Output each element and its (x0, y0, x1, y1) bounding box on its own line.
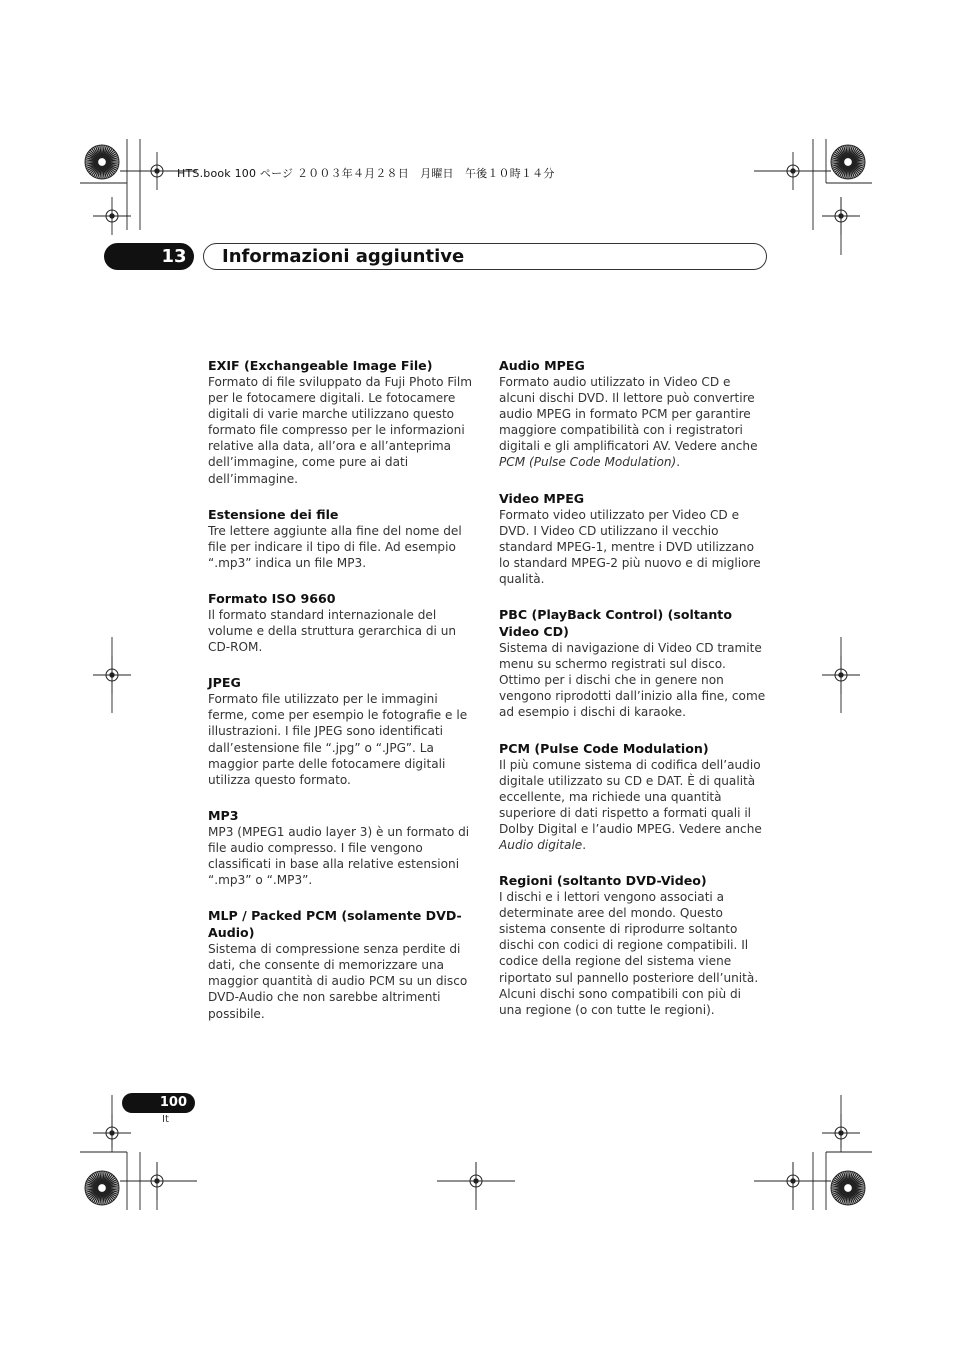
glossary-entry (208, 506, 476, 571)
registration-circle (106, 210, 118, 222)
star-target-ray (95, 162, 102, 178)
star-target-center (98, 158, 107, 167)
star-target-ray (836, 150, 848, 162)
star-target-ray (848, 146, 855, 162)
star-target-ray (98, 162, 102, 178)
star-target-ray (102, 1186, 119, 1188)
page-number: 100 (159, 1095, 187, 1110)
star-target-ray (848, 150, 860, 162)
registration-dot (838, 213, 843, 218)
glossary-term: EXIF (Exchangeable Image File) (208, 358, 433, 373)
star-target-ray (832, 162, 848, 166)
registration-circle (787, 1175, 799, 1187)
star-target-ray (98, 1172, 102, 1188)
star-target-ray (848, 147, 857, 162)
star-target-ray (100, 162, 102, 179)
star-target-ray (102, 1188, 109, 1204)
definition-tail: . (582, 837, 587, 852)
star-target-ray (848, 1172, 855, 1188)
star-target-ray (92, 1188, 102, 1201)
star-target-ray (85, 162, 102, 164)
glossary-definition (499, 757, 767, 854)
star-target-ray (848, 162, 863, 171)
page-language: It (162, 1114, 169, 1125)
star-target-ray (100, 1188, 102, 1205)
star-target-ray (102, 162, 106, 178)
star-target-ray (848, 155, 864, 162)
star-target-ray (102, 1188, 106, 1204)
star-target-ray (86, 155, 102, 162)
star-target-ray (841, 146, 848, 162)
chapter-number: 13 (161, 246, 187, 267)
star-target-ray (102, 1173, 111, 1188)
star-target-ray (831, 160, 848, 162)
star-target-ray (102, 1175, 112, 1188)
star-target-ray (89, 1188, 102, 1198)
star-target-ray (102, 1188, 104, 1205)
star-target-ray (90, 162, 102, 174)
glossary-term: PBC (PlayBack Control) (soltanto Video CD) (499, 607, 732, 640)
star-target-ray (848, 1184, 864, 1188)
star-target-ray (848, 162, 852, 178)
star-target-ray (86, 162, 102, 166)
star-target-ray (848, 158, 864, 162)
star-target-ray (102, 1188, 114, 1200)
registration-dot (790, 168, 795, 173)
star-target-ray (833, 1188, 848, 1197)
star-target-ray (89, 162, 102, 172)
star-target-ray (86, 158, 102, 162)
star-target-ray (844, 162, 848, 178)
star-target-ray (94, 1188, 103, 1203)
star-target-ray (102, 162, 112, 175)
star-target-ray (848, 1188, 850, 1205)
star-target-ray (86, 1188, 102, 1192)
glossary-definition: MP3 (MPEG1 audio layer 3) è un formato di file audio compresso. I file vengono classificati in base alla relative estensioni “.mp3” o “.MP3”. (208, 824, 470, 888)
star-target-ray (848, 1188, 855, 1204)
star-target-ray (846, 162, 848, 179)
star-target-ray (100, 145, 102, 162)
star-target-ray (102, 162, 111, 177)
star-target-ray (95, 146, 102, 162)
star-target-ray (831, 1186, 848, 1188)
glossary-entry (208, 590, 476, 655)
star-target-ray (95, 1172, 102, 1188)
registration-dot (109, 213, 114, 218)
star-target-ring (831, 1171, 865, 1205)
glossary-term: JPEG (208, 675, 241, 691)
star-target-ray (848, 1175, 858, 1188)
star-target-ray (86, 162, 102, 169)
star-target-ray (848, 1188, 864, 1192)
registration-circle (151, 1175, 163, 1187)
glossary-term: Video MPEG (499, 490, 585, 506)
star-target-ray (102, 1188, 115, 1198)
registration-circle (835, 210, 847, 222)
star-target-ray (98, 146, 102, 162)
star-target-ray (102, 162, 118, 166)
star-target-ray (102, 1180, 117, 1189)
star-target-ray (844, 146, 848, 162)
star-target-ray (848, 1188, 865, 1190)
star-target-ray (846, 145, 848, 162)
registration-circle (787, 165, 799, 177)
registration-dot (154, 168, 159, 173)
star-target-ray (838, 1188, 848, 1201)
star-target-ray (848, 1188, 863, 1197)
definition-text: Il più comune sistema di codifica dell’audio digitale utilizzato su CD e DAT. È di qualità eccellente, ma richiede una quantità superiore di dati rispetto a formati quali il Dolby Digital e l’audio MPEG. Vedere anche (499, 757, 762, 836)
star-target-ring (831, 145, 865, 179)
star-target-ray (102, 158, 118, 162)
star-target-ray (87, 1180, 102, 1189)
star-target-ray (836, 162, 848, 174)
star-target-ray (102, 154, 117, 163)
star-target-ray (838, 1175, 848, 1188)
star-target-ray (848, 1186, 865, 1188)
glossary-definition: Formato di file sviluppato da Fuji Photo Film per le fotocamere digitali. Le fotocamere digitali di varie marche utilizzano questo formato file compresso per le informazioni relative alla data, all’ora e all’anteprima dell’immagine, come pure ai dati dell’immagine. (208, 375, 472, 486)
star-target-ray (848, 162, 864, 169)
star-target-ray (848, 162, 865, 164)
registration-circle (835, 669, 847, 681)
registration-dot (838, 672, 843, 677)
star-target-ray (94, 162, 103, 177)
star-target-ray (92, 162, 102, 175)
star-target-ray (848, 154, 863, 163)
registration-circle (106, 1127, 118, 1139)
star-target-ray (844, 1188, 848, 1204)
star-target-ray (102, 1171, 104, 1188)
star-target-ray (92, 149, 102, 162)
glossary-entry (499, 357, 767, 471)
chapter-title: Informazioni aggiuntive (222, 246, 465, 267)
star-target-ray (102, 1188, 117, 1197)
star-target-ray (848, 162, 857, 177)
star-target-ray (102, 146, 106, 162)
glossary-definition: Tre lettere aggiunte alla fine del nome del file per indicare il tipo di file. Ad esempio “.mp3” indica un file MP3. (208, 523, 462, 570)
glossary-entry (208, 357, 476, 487)
star-target-ray (102, 1181, 118, 1188)
star-target-ray (95, 1188, 102, 1204)
star-target-ray (835, 1178, 848, 1188)
star-target-ray (102, 162, 117, 171)
glossary-entry (208, 807, 476, 888)
star-target-ray (848, 1188, 864, 1195)
star-target-ray (848, 152, 861, 162)
star-target-ray (848, 1188, 852, 1204)
star-target-ray (848, 1173, 857, 1188)
star-target-ray (848, 1178, 861, 1188)
star-target-ray (102, 147, 111, 162)
star-target-ray (832, 1188, 848, 1192)
star-target-ray (838, 149, 848, 162)
star-target-ray (85, 1186, 102, 1188)
star-target-ray (848, 162, 850, 179)
star-target-ring (85, 145, 119, 179)
star-target-ray (848, 162, 858, 175)
print-header: HTS.book 100 ページ ２００３年４月２８日 月曜日 午後１０時１４分 (177, 167, 555, 180)
star-target-ray (844, 1172, 848, 1188)
star-target-ray (102, 162, 104, 179)
star-target-ray (838, 162, 848, 175)
star-target-ray (835, 152, 848, 162)
star-target-ray (102, 1188, 118, 1192)
star-target-ray (836, 1176, 848, 1188)
star-target-ray (86, 1184, 102, 1188)
star-target-ray (102, 162, 114, 174)
star-target-ray (840, 147, 849, 162)
glossary-term: MP3 (208, 807, 239, 823)
star-target-ray (87, 1188, 102, 1197)
star-target-center (98, 1184, 107, 1193)
star-target-ray (102, 162, 109, 178)
star-target-ray (102, 1188, 118, 1195)
star-target-ray (102, 145, 104, 162)
glossary-definition: Sistema di compressione senza perdite di dati, che consente di memorizzare una maggior quantità di audio PCM su un disco DVD-Audio che non sarebbe altrimenti possibile. (208, 942, 468, 1021)
registration-dot (790, 1178, 795, 1183)
registration-dot (109, 1130, 114, 1135)
glossary-term: Regioni (soltanto DVD-Video) (499, 873, 707, 889)
star-target-ray (92, 1175, 102, 1188)
star-target-ray (832, 162, 848, 169)
star-target-ray (831, 162, 848, 164)
star-target-ray (102, 162, 118, 169)
star-target-ray (102, 1188, 119, 1190)
star-target-ray (85, 1188, 102, 1190)
star-target-ray (102, 1184, 118, 1188)
glossary-entry (499, 606, 767, 720)
registration-circle (835, 1127, 847, 1139)
star-target-ray (86, 1188, 102, 1195)
left-column (208, 357, 476, 1041)
glossary-term: PCM (Pulse Code Modulation) (499, 740, 709, 756)
star-target-ray (833, 154, 848, 163)
star-target-ray (848, 1188, 860, 1200)
star-target-ray (848, 1180, 863, 1189)
cross-reference: PCM (Pulse Code Modulation) (499, 455, 677, 470)
star-target-ray (100, 1171, 102, 1188)
star-target-ray (102, 160, 119, 162)
star-target-ray (848, 1172, 852, 1188)
star-target-ray (848, 1188, 861, 1198)
registration-circle (106, 669, 118, 681)
star-target-ray (98, 1188, 102, 1204)
glossary-entry (499, 872, 767, 1018)
glossary-entry (499, 740, 767, 854)
star-target-ray (848, 162, 861, 172)
star-target-ray (848, 1188, 857, 1203)
star-target-ray (841, 1172, 848, 1188)
star-target-ray (848, 1188, 858, 1201)
star-target-ray (832, 158, 848, 162)
star-target-ray (833, 162, 848, 171)
registration-dot (154, 1178, 159, 1183)
glossary-definition: Formato file utilizzato per le immagini ferme, come per esempio le fotografie e le illustrazioni. I file JPEG sono identificati dall’estensione file “.jpg” o “.JPG”. La maggior parte delle fotocamere digitali utilizza questo formato. (208, 692, 468, 787)
star-target-ray (102, 150, 114, 162)
glossary-term: Formato ISO 9660 (208, 590, 336, 606)
cross-reference: Audio digitale (499, 837, 583, 852)
star-target-ray (832, 1184, 848, 1188)
star-target-ray (102, 1172, 106, 1188)
star-target-ray (833, 1180, 848, 1189)
star-target-ray (87, 162, 102, 171)
star-target-ray (102, 1178, 115, 1188)
glossary-entry (208, 674, 476, 788)
star-target-ray (848, 162, 855, 178)
star-target-ray (832, 1181, 848, 1188)
right-column (499, 357, 767, 1037)
star-target-ray (836, 1188, 848, 1200)
star-target-ray (94, 1173, 103, 1188)
star-target-ray (102, 149, 112, 162)
glossary-term: Audio MPEG (499, 358, 585, 373)
glossary-definition (499, 374, 767, 471)
star-target-ray (846, 1171, 848, 1188)
glossary-definition: Sistema di navigazione di Video CD tramite menu su schermo registrati sul disco. Ottimo per i dischi che in genere non vengono riprodotti dall’inizio alla fine, come ad esempio i dischi di karaoke. (499, 641, 766, 720)
star-target-ray (848, 1176, 860, 1188)
star-target-ray (90, 150, 102, 162)
glossary-term: MLP / Packed PCM (solamente DVD-Audio) (208, 908, 462, 941)
star-target-ray (835, 162, 848, 172)
glossary-entry (499, 490, 767, 587)
registration-circle (470, 1175, 482, 1187)
star-target-ray (102, 146, 109, 162)
star-target-ray (86, 1181, 102, 1188)
star-target-ray (840, 1173, 849, 1188)
star-target-ray (840, 162, 849, 177)
star-target-ray (848, 145, 850, 162)
star-target-ray (841, 162, 848, 178)
star-target-ray (848, 146, 852, 162)
star-target-ray (102, 1188, 112, 1201)
star-target-ray (90, 1188, 102, 1200)
star-target-ray (102, 1176, 114, 1188)
star-target-ray (89, 1178, 102, 1188)
definition-text: Formato audio utilizzato in Video CD e alcuni dischi DVD. Il lettore può convertire audio MPEG in formato PCM per garantire maggiore compatibilità con i registratori digitali e gli amplificatori AV. Vedere anche (499, 375, 758, 454)
glossary-definition: Formato video utilizzato per Video CD e DVD. I Video CD utilizzano il vecchio standard MPEG-1, mentre i DVD utilizzano lo standard MPEG-2 più nuovo e di migliore qualità. (499, 507, 761, 586)
star-target-ray (87, 154, 102, 163)
star-target-ray (832, 155, 848, 162)
star-target-ray (90, 1176, 102, 1188)
star-target-ring (85, 1171, 119, 1205)
star-target-ray (840, 1188, 849, 1203)
registration-dot (109, 672, 114, 677)
registration-circle (151, 165, 163, 177)
star-target-ray (102, 1172, 109, 1188)
glossary-term: Estensione dei file (208, 506, 339, 522)
star-target-ray (841, 1188, 848, 1204)
star-target-ray (102, 162, 119, 164)
star-target-ray (102, 155, 118, 162)
star-target-ray (832, 1188, 848, 1195)
star-target-ray (831, 1188, 848, 1190)
star-target-ray (835, 1188, 848, 1198)
star-target-ray (848, 1181, 864, 1188)
glossary-definition: I dischi e i lettori vengono associati a determinate aree del mondo. Questo sistema consente di riprodurre soltanto dischi con codici di regione compatibili. Il codice della regione del sistema viene riportato sul pannello posteriore dell’unità. Alcuni dischi sono compatibili con più di una regione (o con tutte le regioni). (499, 890, 759, 1017)
star-target-ray (848, 162, 864, 166)
star-target-ray (102, 1188, 111, 1203)
star-target-ray (848, 162, 860, 174)
glossary-entry (208, 907, 476, 1021)
registration-dot (473, 1178, 478, 1183)
glossary-definition: Il formato standard internazionale del volume e della struttura gerarchica di un CD-ROM. (208, 607, 457, 655)
star-target-ray (848, 1171, 850, 1188)
star-target-ray (848, 149, 858, 162)
star-target-ray (94, 147, 103, 162)
definition-tail: . (676, 455, 681, 470)
star-target-ray (89, 152, 102, 162)
star-target-ray (102, 152, 115, 162)
star-target-ray (846, 1188, 848, 1205)
star-target-center (844, 158, 853, 167)
registration-dot (838, 1130, 843, 1135)
star-target-ray (85, 160, 102, 162)
star-target-center (844, 1184, 853, 1193)
star-target-ray (102, 162, 115, 172)
star-target-ray (848, 160, 865, 162)
